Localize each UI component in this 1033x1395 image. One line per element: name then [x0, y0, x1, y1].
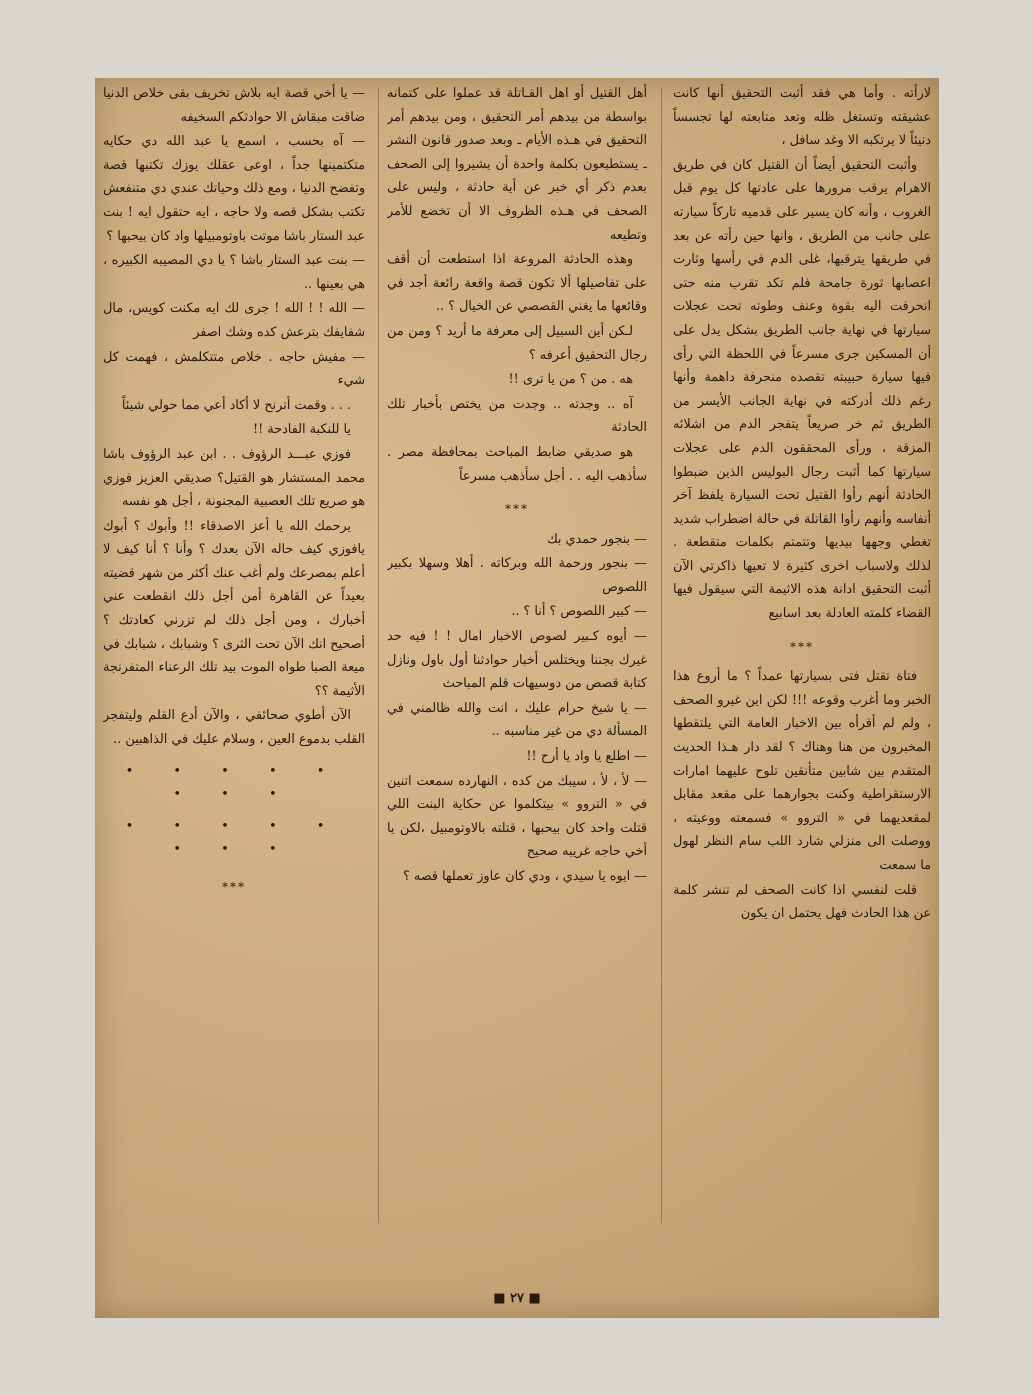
- dialogue-line: — آه بحسب ، اسمع يا عبد الله دي حكايه متكتمينها جداً ، اوعى عقلك يوزك تكتبها قصة وتفضح الدنيا ، ومع ذلك وحياتك عندي دي متنفعش تكتب بشكل قصه ولا حاجه ، ايه حتقول ايه ! بنت عبد الستار باشا موتت باوتومبيلها واد كان بيحبها ؟: [103, 134, 365, 244]
- dialogue-line: — الله ! ! الله ! جرى لك ايه مكنت كويس، مال شفايفك بترعش كده وشك اصفر: [103, 301, 365, 340]
- paragraph: فتاة تقتل فتى بسيارتها عمداً ؟ ما أروع هذا الخبر وما أغرب وقوعه !!! لكن اين غيرو الصحف ، ولم لم أقرأه بين الاخبار العامة التي يلتقطها المخبرون من هنا وهناك ؟ لقد دار هـذا الحديث المتقدم بين شابين متأنقين تلوح عليهما امارات الارستقراطية وكنت بجوارهما على مقعد مقابل لمقعديهما في « التروو » فسمعته ووعيته ، ووصلت الى منزلي شارد اللب سام النظر لهول ما سمعت: [673, 669, 931, 873]
- paragraph: وهذه الحادثة المروعة اذا استطعت أن أقف على تفاصيلها ألا تكون قصة واقعة رائعة أجد في وقائعها ما يغني القصصي عن الخيال ؟ ..: [387, 252, 647, 315]
- dialogue-line: — لأ ، لأ ، سيبك من كده ، النهارده سمعت اتنين في « التروو » بيتكلموا عن حكاية البنت اللي قتلت واحد كان بيحبها ، قتلته بالاوتومبيل ،لكن يا أخي حاجه غريبه صحيح: [387, 773, 647, 860]
- dotted-divider: • • • • • • • •: [125, 763, 343, 803]
- dialogue-line: — بنجور حمدي بك: [547, 531, 647, 547]
- paragraph: هه . من ؟ من يا ترى !!: [508, 372, 633, 388]
- dialogue-line: — بنت عبد الستار باشا ؟ يا دي المصيبه الكبيره ، هي بعينها ..: [103, 253, 365, 292]
- column-right: [673, 82, 931, 1248]
- dialogue-line: — يا أخي قصة ايه بلاش تخريف بقى خلاص الدنيا ضاقت مبقاش الا حوادثكم السخيفه: [103, 86, 365, 125]
- paragraph: قلت لنفسي اذا كانت الصحف لم تنشر كلمة عن هذا الحادث فهل يحتمل ان يكون: [673, 882, 931, 922]
- dialogue-line: — ايوه يا سيدي ، ودي كان عاوز تعملها قصه ؟: [402, 869, 647, 884]
- paragraph: آه .. وجدته .. وجدت من يختص بأخبار تلك الحادثة: [387, 396, 647, 436]
- paragraph: أهل القتيل أو اهل القـاتلة قد عملوا على كتمانه بواسطة من بيدهم أمر التحقيق ، ومن بيدهم أمر التحقيق في هـذه الأيام ـ وبعد صدور قانون النشر ـ يستطيعون بكلمة واحدة أن يشيروا إلى الصحف بعدم ذكر أي خبر عن أية حادثة ، وليس على الصحف في هـذه الظروف الا أن تخضع للأمر وتطيعه: [387, 86, 647, 243]
- dotted-divider: • • • • • • • •: [125, 818, 343, 858]
- magazine-page: [95, 78, 939, 1318]
- column-rule-left: [378, 88, 379, 1223]
- dialogue-line: — بنجور ورحمة الله وبركاته . أهلا وسهلا بكبير اللصوص: [387, 556, 647, 595]
- paragraph: هو صديقي ضابط المباحث بمحافظة مصر . سأذهب اليه . . أجل سأذهب مسرعاً: [387, 444, 647, 484]
- dialogue-line: — مفيش حاجه . خلاص متتكلمش ، فهمت كل شيء: [103, 349, 365, 389]
- paragraph: يرحمك الله يا أعز الاصدقاء !! وأبوك ؟ أبوك يافوزي كيف حاله الآن بعدك ؟ وأنا ؟ أنا كيف لا أعلم بمصرعك ولم أغب عنك أكثر من شهر قضيته بعيداً عن القاهرة أمن أجل ذلك انقطعت عني أخبارك ، ومن أجل ذلك لم تزرني كعادتك ؟ أصحيح انك الآن تحت الثرى ؟ وشبابك ، شبابك في ميعة الصبا طواه الموت بيد تلك الرعناء المتفرنجة الأثيمة ؟؟: [103, 518, 365, 699]
- paragraph: . . . وقمت أترنح لا أكاد أعي مما حولي شيئاً: [121, 397, 351, 413]
- section-separator: ***: [505, 502, 529, 517]
- paragraph: لـكن أين السبيل إلى معرفة ما أريد ؟ ومن من رجال التحقيق أعرفه ؟: [387, 323, 647, 363]
- paragraph: فوزي عبـــد الرؤوف . . ابن عبد الرؤوف باشا محمد المستشار هو القتيل؟ صديقي العزيز فوزي هو صريع تلك العصبية المجنونة ، أجل هو نفسه: [103, 446, 365, 510]
- section-separator: ***: [790, 639, 814, 654]
- paragraph: الآن أطوي صحائفي ، والآن أدع القلم وليتفجر القلب بدموع العين ، وسلام عليك في الذاهبين ..: [103, 708, 365, 748]
- paragraph: يا للنكبة الفادحة !!: [252, 422, 351, 438]
- dialogue-line: — أيوه كـبير لصوص الاخبار امال ! ! فيه حد غيرك بجننا ويختلس أخبار حوادثنا أول باول ونازل كتابة قصص من دوسيهات قلم المباحث: [387, 629, 647, 692]
- column-rule-right: [661, 88, 662, 1223]
- dialogue-line: — كبير اللصوص ؟ أنا ؟ ..: [511, 604, 647, 620]
- column-middle: [387, 82, 647, 1248]
- column-left: [103, 82, 365, 1248]
- paragraph: لارأته . وأما هي فقد أثبت التحقيق أنها كانت عشيقته وتستغل ظله وتعد متابعته لها تجسساً دنيئاً لا يرتكبه الا وغد سافل ،: [673, 86, 931, 149]
- paragraph: وأثبت التحقيق أيضاً أن القتيل كان في طريق الاهرام يرقب مرورها على عادتها كل يوم قبل الغروب ، وأنه كان يسير على قدميه تاركاً سيارته على جانب من الطريق ، وانها حين رأته عن بعد في طريقها يترقبها، غلى الدم في رأسها وثارت اعصابها ثورة جامحة فلم تكد تقرب منه حتى انحرفت اليه بقوة وعنف وطوته تحت عجلات سيارتها في نهاية جانب الطريق بشكل يدل على أن المسكين جرى مسرعاً في اللحظة التي رأى فيها سيارة حبيبته تقصده منحرفة داهمة وأنها رغم ذلك أدركته في نهاية الجانب الأيسر من الطريق ثم خر صريعاً يتفجر الدم من اشلائه المزقة ، ورأى المحققون الدم على عجلات سيارتها كما أثبت رجال البوليس الذين ضبطوا الحادثة أنهم رأوا القتيل تحت السيارة يلفظ آخر أنفاسه وأنهم رأوا القاتلة في حالة اضطراب شديد تغطي وجهها بيديها وتتمتم بكلمات متقطعة . لذلك ولاسباب اخرى كثيرة لا تعيها ذاكرتي الآن أثبت التحقيق ادانة هذه الاثيمة التي سيقول فيها القضاء كلمته العادلة بعد اسابيع: [673, 157, 931, 622]
- end-separator: ***: [222, 880, 246, 894]
- dialogue-line: — يا شيخ حرام عليك ، انت والله ظالمني في المسألة دي من غير مناسبه ..: [387, 700, 647, 740]
- dialogue-line: — اطلع يا واد يا أرح !!: [526, 749, 647, 765]
- page-number: ■ ٢٧ ■: [493, 1291, 541, 1306]
